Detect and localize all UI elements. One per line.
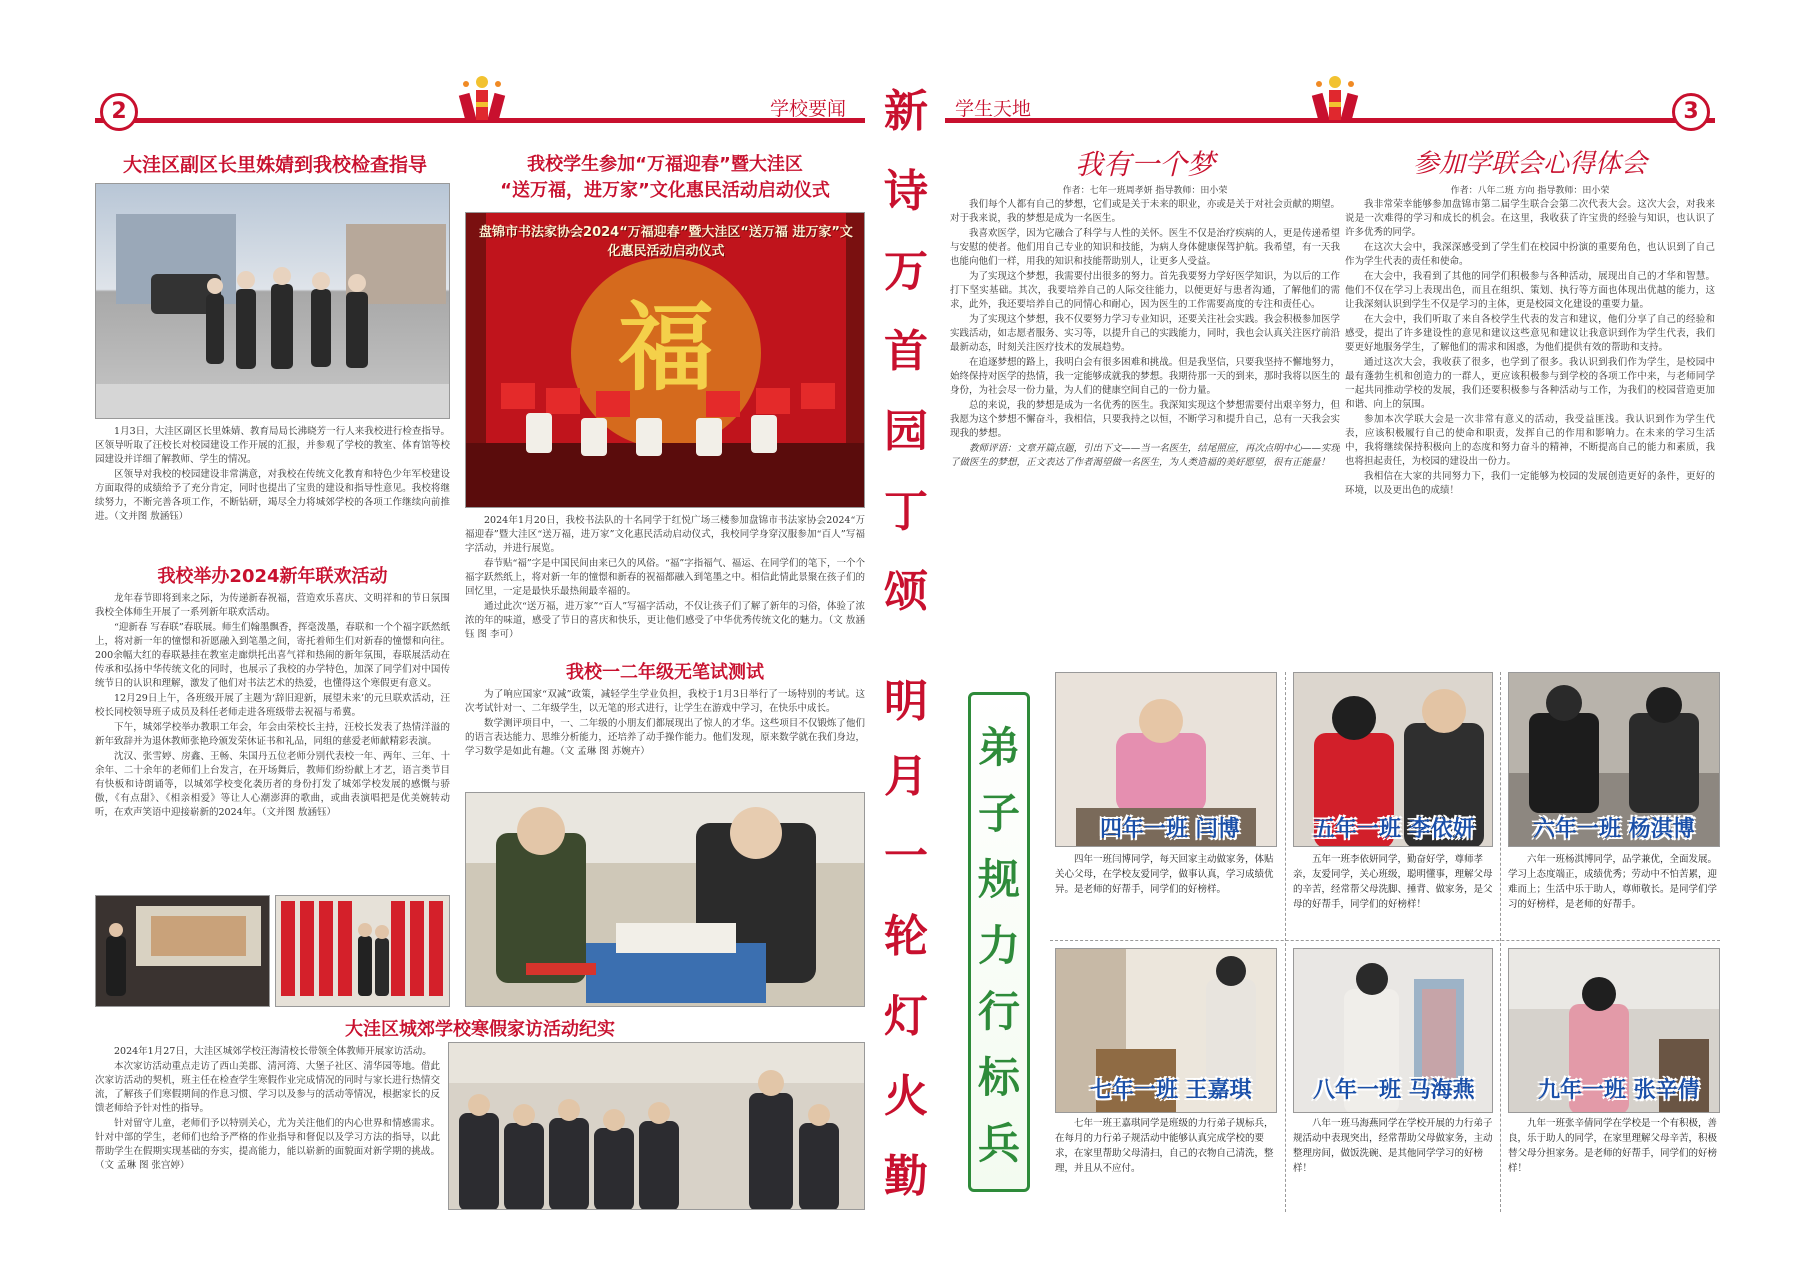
essay2-body [1345,198,1715,683]
essay1-byline: 作者：七年一班周孝妍 指导教师：田小荣 [1062,186,1228,196]
article2-paragraph: 春节贴“福”字是中国民间由来已久的风俗。“福”字指福气、福运、在同学们的笔下，一个个福字跃然纸上，将对新一年的憧憬和新春的祝福都融入到笔墨之中。相信此情此景聚在孩子们的回忆里，一定是最快乐最热闹最幸福的。 [465,558,865,597]
article3-paragraph: 下午，城郊学校举办教职工年会，年会由荣校长主持，汪校长发表了热情洋溢的新年致辞并为退休教师张艳玲颁发荣休证书和礼品，同组的慈爱老师献精彩表演。 [95,722,450,747]
article3-paragraph: 龙年春节即将到来之际，为传递新春祝福，营造欢乐喜庆、文明祥和的节日氛围我校全体师生开展了一系列新年联欢活动。 [95,593,450,618]
poem-char: 灯 [884,991,928,1042]
dizi-card-text: 八年一班马海燕同学在学校开展的力行弟子规活动中表现突出，经常帮助父母做家务，主动整理房间，做饭洗碗、是其他同学学习的好榜样！ [1293,1118,1493,1174]
article3-body [95,592,450,892]
dizi-card [1293,948,1493,1210]
article3-paragraph: “迎新春 写春联”春联展。师生们翰墨飘香，挥毫泼墨，春联和一个个福字跃然纸上，将对新一年的憧憬和祈愿融入到笔墨之间，寄托着师生们对新春的憧憬和向往。200余幅大红的春联悬挂在教室走廊烘托出喜气祥和热闹的新年氛围，春联展活动在传承和弘扬中华传统文化的同时，也展示了我校的办学特色，加深了同学们对中国传统节日的认识和理解，激发了他们对书法艺术的热爱，也懂得这个寒假更有意义。 [95,622,450,689]
article1-title: 大洼区副区长里姝婧到我校检查指导 [122,154,427,176]
dizi-card-caption: 九年一班 张辛倩 [1538,1078,1700,1103]
essay2-paragraph: 参加本次学联大会是一次非常有意义的活动，我受益匪浅。我认识到作为学生代表，应该积极履行自己的使命和职责，发挥自己的作用和影响力。在未来的学习生活中，我将继续保持积极向上的态度和努力奋斗的精神，不断提高自己的能力和素质，我也将担起责任，为校园的建设出一份力。 [1345,414,1715,467]
article2-title-line1: 我校学生参加“万福迎春”暨大洼区 [527,154,803,175]
article5-body [95,1045,440,1215]
poem-char: 首 [884,326,928,377]
article5-paragraph: 本次家访活动重点走访了西山美郡、清河湾、大堡子社区、清华园等地。借此次家访活动的契机，班主任在检查学生寒假作业完成情况的同时与家长进行热情交流，了解孩子们寒假期间的作息习惯、学习以及参与的活动等情况，根据家长的反馈老师给予针对性的指导。 [95,1061,440,1114]
article3-title: 我校举办2024新年联欢活动 [157,566,388,587]
dizi-card-text: 六年一班杨淇博同学，品学兼优，全面发展。学习上态度端正，成绩优秀；劳动中不怕苦累，迎难而上；生活中乐于助人，尊师敬长。是同学们学习的好榜样，是老师的好帮手。 [1508,854,1718,910]
essay2-paragraph: 通过这次大会，我收获了很多，也学到了很多。我认识到我们作为学生，是校园中最有蓬勃生机和创造力的一群人，更应该积极参与到学校的各项工作中来，与老师同学一起共同推动学校的发展，我们还要积极参与各种活动与工作，为我们的校园营造更加和谐、向上的氛围。 [1345,357,1715,410]
dizi-card [1055,948,1277,1210]
article4-paragraph: 为了响应国家“双减”政策，减轻学生学业负担，我校于1月3日举行了一场特别的考试。这次考试针对一、二年级学生，以无笔的形式进行，让学生在游戏中学习，在快乐中成长。 [465,689,865,714]
article4-paragraph: 数学测评项目中，一、二年级的小朋友们都展现出了惊人的才华。这些项目不仅锻炼了他们的语言表达能力、思维分析能力，还培养了动手操作能力。他们发现，原来数学就在我们身边，学习数学是如此有趣。（文 孟琳 图 苏婉卉） [465,718,865,757]
dizi-title-char: 力 [977,921,1020,970]
dizi-banner-text [971,715,1027,1177]
article4-body [465,688,865,784]
essay2-paragraph: 在这次大会中，我深深感受到了学生们在校园中扮演的重要角色，也认识到了自己作为学生代表的责任和使命。 [1345,242,1715,267]
article1-photo [95,183,450,419]
poem-char: 丁 [884,486,928,537]
article1-body [95,425,450,547]
article5-paragraph: 针对留守儿童，老师们予以特别关心，尤为关注他们的内心世界和情感需求。针对中部的学生，老师们也给予严格的作业指导和督促以及学习方法的指导，以此帮助学生在假期实现基础的夯实，提高能力，能以崭新的面貌面对新学期的挑战。（文 孟琳 图 张宫婷） [95,1118,440,1171]
article3-paragraph: 12月29日上午，各班级开展了主题为‘辞旧迎新，展望未来’的元旦联欢活动，汪校长同校领导班子成员及科任老师走进各班级带去祝福与希冀。 [95,693,450,718]
right-section-label: 学生天地 [955,98,1032,120]
dizi-title-char: 弟 [977,723,1020,772]
poem-char: 颂 [884,566,928,617]
essay2-title: 参加学联会心得体会 [1412,149,1647,179]
dizi-card-caption: 七年一班 王嘉琪 [1090,1078,1252,1103]
essay1-paragraph: 为了实现这个梦想，我需要付出很多的努力。首先我要努力学好医学知识，为以后的工作打下坚实基础。其次，我要培养自己的人际交往能力，以便更好与患者沟通，了解他们的需求，此外，我还要培养自己的同情心和耐心，因为医生的工作需要高度的专注和责任心。 [950,271,1340,310]
card-divider [1050,940,1720,941]
article3-photo-couplets [275,895,450,1007]
dizi-title-char: 行 [977,987,1020,1036]
dizi-card-text: 七年一班王嘉琪同学是班级的力行弟子规标兵，在每月的力行弟子规活动中能够认真完成学校的要求，在家里帮助父母清扫，自己的衣物自己清洗，整理，并且从不应付。 [1055,1118,1274,1174]
essay1-paragraph: 我们每个人都有自己的梦想，它们或是关于未来的职业，亦或是关于对社会贡献的期望。对于我来说，我的梦想是成为一名医生。 [950,199,1340,224]
essay2-paragraph: 我非常荣幸能够参加盘锦市第二届学生联合会第二次代表大会。这次大会，对我来说是一次难得的学习和成长的机会。在这里，我收获了许宝贵的经验与知识，也认识了许多优秀的同学。 [1345,199,1715,238]
dizi-card-text: 四年一班闫博同学，每天回家主动做家务，体贴关心父母，在学校友爱同学，做事认真，学习成绩优异。是老师的好帮手，同学们的好榜样。 [1055,854,1274,895]
article2-photo [465,212,865,508]
card-divider [1285,672,1286,1212]
essay1-paragraph: 我喜欢医学，因为它融合了科学与人性的关怀。医生不仅是治疗疾病的人，更是传递希望与安慰的使者。他们用自己专业的知识和技能，为病人身体健康保驾护航。我希望，有一天我也能向他们一样，用我的知识和技能帮助别人，让更多人受益。 [950,228,1340,267]
essay2-paragraph: 在大会中，我看到了其他的同学们积极参与各种活动，展现出自己的才华和智慧。他们不仅在学习上表现出色，而且在组织、策划、执行等方面也体现出优越的能力，这让我深刻认识到学生不仅是学习的主体，更是校园文化建设的重要力量。 [1345,271,1715,310]
dizi-title-char: 标 [977,1053,1020,1102]
dizi-card-caption: 四年一班 闫博 [1100,817,1240,842]
poem-char: 诗 [884,166,928,217]
poem-char: 勤 [884,1151,928,1202]
dizi-title-char: 兵 [977,1119,1020,1168]
essay2-paragraph: 在大会中，我们听取了来自各校学生代表的发言和建议，他们分享了自己的经验和感受，提出了许多建设性的意见和建议这些意见和建议让我意识到作为学生代表，我们要更好地服务学生，了解他们的需求和困惑，为他们提供有效的帮助和支持。 [1345,314,1715,353]
dizi-card [1055,672,1277,934]
article5-title: 大洼区城郊学校寒假家访活动纪实 [345,1019,615,1040]
poem-char: 万 [884,246,928,297]
article2-body [465,514,865,652]
article2-photo-fu: 福 [618,291,714,404]
article2-photo-banner: 盘锦市书法家协会2024“万福迎春”暨大洼区“送万福 进万家”文化惠民活动启动仪式 [479,225,853,259]
right-page-number: 3 [1672,93,1710,131]
left-section-label: 学校要闻 [770,98,847,120]
dizi-card-text: 九年一班张辛倩同学在学校是一个有积极，善良，乐于助人的同学，在家里理解父母辛苦，积极替父母分担家务。是老师的好帮手，同学们的好榜样！ [1508,1118,1718,1174]
article1-paragraph: 1月3日，大洼区副区长里姝婧、教育局局长沸晓芳一行人来我校进行检查指导。区领导听取了汪校长对校园建设工作开展的汇报，并参观了学校的教室、体育馆等校园建设并详细了解教师、学生的情况。 [95,426,450,465]
dizi-banner [968,692,1030,1192]
dizi-card [1508,672,1720,934]
left-page-number: 2 [100,93,138,131]
poem-char: 月 [884,751,928,802]
article2-paragraph: 通过此次“送万福，进万家”“百人”写福字活动，不仅让孩子们了解了新年的习俗，体验了浓浓的年的味道，感受了节日的喜庆和快乐，更让他们感受了中华优秀传统文化的魅力。（文 敖涵钰 图 李可） [465,601,865,640]
card-divider [1500,672,1501,1212]
dizi-card-caption: 八年一班 马海燕 [1313,1078,1475,1103]
essay1-paragraph: 总的来说，我的梦想是成为一名优秀的医生。我深知实现这个梦想需要付出艰辛努力，但我愿为这个梦想不懈奋斗，我相信，只要我持之以恒，不断学习和提升自己，总有一天我会实现我的梦想。 [950,400,1340,439]
poem-char: 一 [884,831,928,882]
article5-paragraph: 2024年1月27日，大洼区城郊学校汪海清校长带领全体教师开展家访活动。 [114,1046,432,1057]
article2-paragraph: 2024年1月20日，我校书法队的十名同学于红悦广场三楼参加盘锦市书法家协会2024“万福迎春”暨大洼区“送万福，进万家”文化惠民活动启动仪式，我校同学身穿汉服参加“百人”写福字活动，并进行展览。 [465,515,865,554]
article4-photo [465,792,865,1007]
essay1-body [950,198,1340,683]
poem-char: 明 [884,676,928,727]
poem-char: 轮 [884,911,928,962]
dizi-card-text: 五年一班李依妍同学，勤奋好学，尊师孝亲，友爱同学，关心班级，聪明懂事，理解父母的辛苦，经常帮父母洗脚、捶背、做家务，是父母的好帮手，同学们的好榜样！ [1293,854,1493,910]
poem-char: 园 [884,406,928,457]
article1-paragraph: 区领导对我校的校园建设非常满意，对我校在传统文化教育和特色少年军校建设方面取得的成绩给予了充分肯定，同时也提出了宝贵的建设和指导性意见。我校将继续努力，不断完善各项工作，不断钻研，竭尽全力将城郊学校的各项工作继续向前推进。（文并图 敖涵钰） [95,469,450,522]
article3-paragraph: 沈汉、张雪婷、房鑫、王畅、朱国丹五位老师分别代表校一年、两年、三年、十余年、二十余年的老师们上台发言，在开场舞后，教师们纷纷献上才艺，语言类节目有快板和诗朗诵等，以城郊学校变化袭历者的身份打发了城郊学校发展的感慨与骄傲，《有点甜》、《相亲相爱》等让人心潮澎湃的歌曲，或曲表演唱把是优美婉转动听，在欢声笑语中迎接崭新的2024年。（文并图 敖涵钰） [95,751,450,818]
essay1-teacher-comment: 教师评语：文章开篇点题，引出下文——当一名医生，结尾照应，再次点明中心——实现了做医生的梦想，正文表达了作者渴望做一名医生，为人类造福的美好愿望，很有正能量！ [950,443,1340,468]
article3-photo-projector [95,895,270,1007]
essay1-title: 我有一个梦 [1074,148,1215,181]
dizi-card [1508,948,1720,1210]
essay2-paragraph: 我相信在大家的共同努力下，我们一定能够为校园的发展创造更好的条件，更好的环境，以及更出色的成绩！ [1345,471,1715,496]
poem-char: 火 [884,1071,928,1122]
dizi-title-char: 规 [977,855,1020,904]
article2-title-line2: “送万福，进万家”文化惠民活动启动仪式 [500,180,830,201]
essay1-paragraph: 为了实现这个梦想，我不仅要努力学习专业知识，还要关注社会实践。我会积极参加医学实践活动，如志愿者服务、实习等，以提升自己的实践能力，同时，我也会认真关注医疗前沿最新动态，时刻关注医疗技术的发展趋势。 [950,314,1340,353]
article4-title: 我校一二年级无笔试测试 [566,662,764,683]
article5-photo [448,1042,865,1210]
dizi-card-caption: 五年一班 李依妍 [1313,817,1475,842]
firecracker-decoration-right [1305,72,1365,127]
essay1-paragraph: 在追逐梦想的路上，我明白会有很多困难和挑战。但是我坚信，只要我坚持不懈地努力，始终保持对医学的热情，我一定能够成就我的梦想。我期待那一天的到来，那时我将以医生的身份，为社会尽一份力量，为人们的健康空间自己的一份力量。 [950,357,1340,396]
poem-char: 新 [884,86,928,137]
dizi-card [1293,672,1493,934]
dizi-card-caption: 六年一班 杨淇博 [1533,817,1695,842]
dizi-title-char: 子 [977,789,1020,838]
essay2-byline: 作者：八年二班 方向 指导教师：田小荣 [1450,186,1610,196]
firecracker-decoration-left [452,72,512,127]
